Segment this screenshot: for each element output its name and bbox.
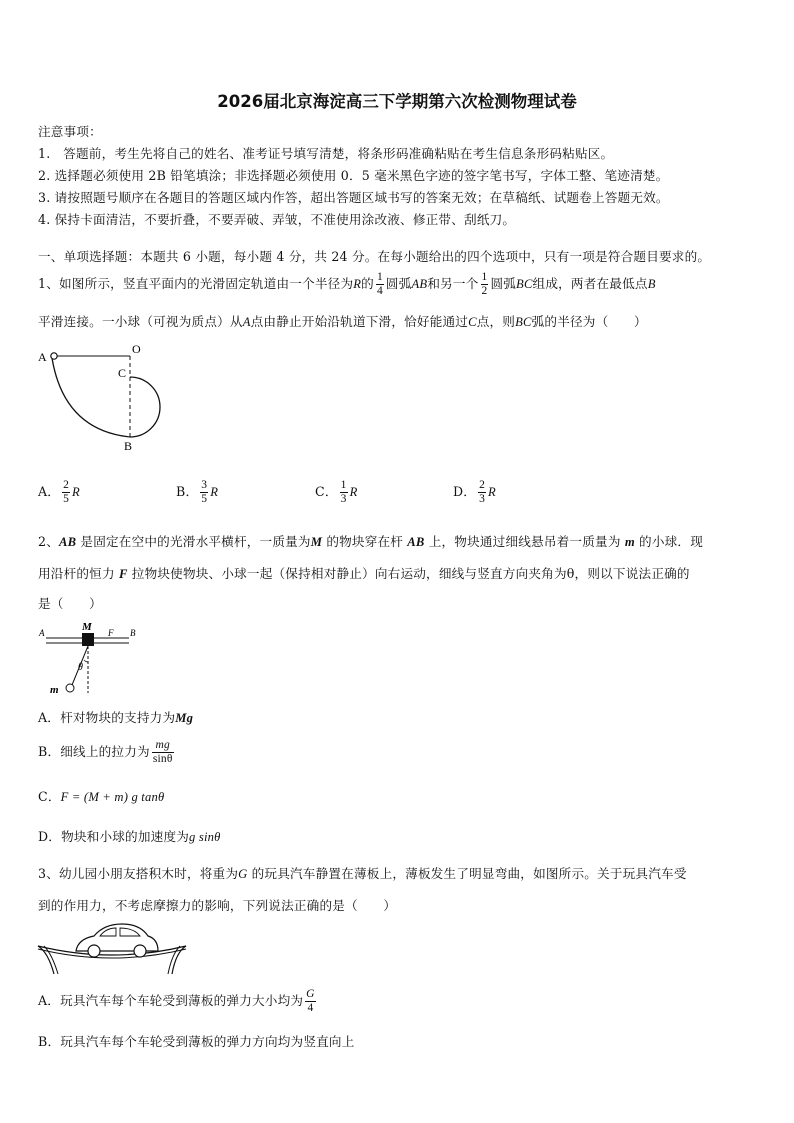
- label-b: B: [130, 628, 136, 638]
- q2-stem-line1: 2、AB 是固定在空中的光滑水平横杆，一质量为M 的物块穿在杆 AB 上，物块通过细线悬吊着一质量为 m 的小球．现: [38, 534, 704, 549]
- q2-option-d: D．物块和小球的加速度为g sinθ: [38, 829, 221, 844]
- page-title: 2026届北京海淀高三下学期第六次检测物理试卷: [217, 92, 577, 111]
- car-wheel-front: [88, 945, 100, 957]
- notice-heading: 注意事项：: [38, 124, 102, 139]
- q1-option-a: A． $\frac{2}{5}$ R: [38, 479, 80, 505]
- q2-stem-line3: 是（ ）: [38, 596, 102, 611]
- right-support-inner: [168, 946, 180, 974]
- angle-arc: [84, 660, 88, 662]
- label-c: C: [118, 366, 127, 380]
- label-f: F: [108, 628, 114, 638]
- q1-option-b: B． $\frac{3}{5}$ R: [176, 479, 219, 505]
- ball: [51, 353, 57, 359]
- ball-m: [66, 684, 74, 692]
- q1-option-d: D． $\frac{2}{3}$ R: [453, 479, 496, 505]
- notice-item-1: 1. 答题前，考生先将自己的姓名、准考证号填写清楚，将条形码准确粘贴在考生信息条形码粘贴区。: [38, 146, 614, 161]
- label-o: O: [132, 342, 141, 356]
- q3-option-a: A．玩具汽车每个车轮受到薄板的弹力大小均为 $\frac{G}{4}$: [38, 988, 315, 1014]
- q3-option-b: B．玩具汽车每个车轮受到薄板的弹力方向均为竖直向上: [38, 1034, 355, 1049]
- notice-item-2: 2. 选择题必须使用 2B 铅笔填涂；非选择题必须使用 0．5 毫米黑色字迹的签字笔书写，字体工整、笔迹清楚。: [38, 168, 669, 183]
- label-a: A: [38, 350, 47, 364]
- label-a: A: [39, 628, 45, 638]
- q2-rod-diagram: [34, 618, 154, 698]
- block-m: [82, 633, 94, 646]
- label-small-m: m: [50, 684, 59, 696]
- section-heading: 一、单项选择题：本题共 6 小题，每小题 4 分，共 24 分。在每小题给出的四个选项中，只有一项是符合题目要求的。: [38, 249, 711, 264]
- label-theta: θ: [78, 662, 83, 673]
- q2-stem-line2: 用沿杆的恒力 F 拉物块使物块、小球一起（保持相对静止）向右运动，细线与竖直方向夹角为θ，则以下说法正确的: [38, 566, 690, 581]
- fraction-quarter: $\frac{1}{4}$: [376, 271, 383, 297]
- q2-option-a: A．杆对物块的支持力为Mg: [38, 710, 194, 725]
- q1-option-c: C． $\frac{1}{3}$ R: [315, 479, 358, 505]
- left-support-outer: [38, 946, 54, 974]
- label-big-m: M: [82, 621, 92, 633]
- notice-item-3: 3. 请按照题号顺序在各题目的答题区域内作答，超出答题区域书写的答案无效；在草稿纸、试题卷上答题无效。: [38, 190, 669, 205]
- notice-item-4: 4. 保持卡面清洁，不要折叠，不要弄破、弄皱，不准使用涂改液、修正带、刮纸刀。: [38, 212, 516, 227]
- fraction-half: $\frac{1}{2}$: [481, 271, 488, 297]
- car-body: [76, 924, 158, 951]
- q1-stem-line2: 平滑连接。一小球（可视为质点）从A点由静止开始沿轨道下滑，恰好能通过C点，则BC弧的半径为（ ）: [38, 314, 647, 329]
- label-b: B: [124, 439, 133, 453]
- q3-stem-line2: 到的作用力，不考虑摩擦力的影响，下列说法正确的是（ ）: [38, 898, 397, 913]
- q1-track-diagram: [34, 340, 174, 455]
- car-wheel-rear: [134, 945, 146, 957]
- q3-toy-car-diagram: [36, 918, 196, 980]
- q3-stem-line1: 3、幼儿园小朋友搭积木时，将重为G 的玩具汽车静置在薄板上，薄板发生了明显弯曲，如图所示。关于玩具汽车受: [38, 866, 687, 881]
- half-arc-bc: [130, 377, 160, 437]
- q2-option-b: B．细线上的拉力为 $\frac{mg}{\sin\theta}$: [38, 739, 173, 765]
- q1-stem-line1: 1、如图所示，竖直平面内的光滑固定轨道由一个半径为R的 $\frac{1}{4}$ 圆弧AB和另一个 $\frac{1}{2}$ 圆弧BC组成，两者在最低点B: [38, 271, 656, 297]
- q2-option-c: C．F = (M + m) g tanθ: [38, 789, 165, 804]
